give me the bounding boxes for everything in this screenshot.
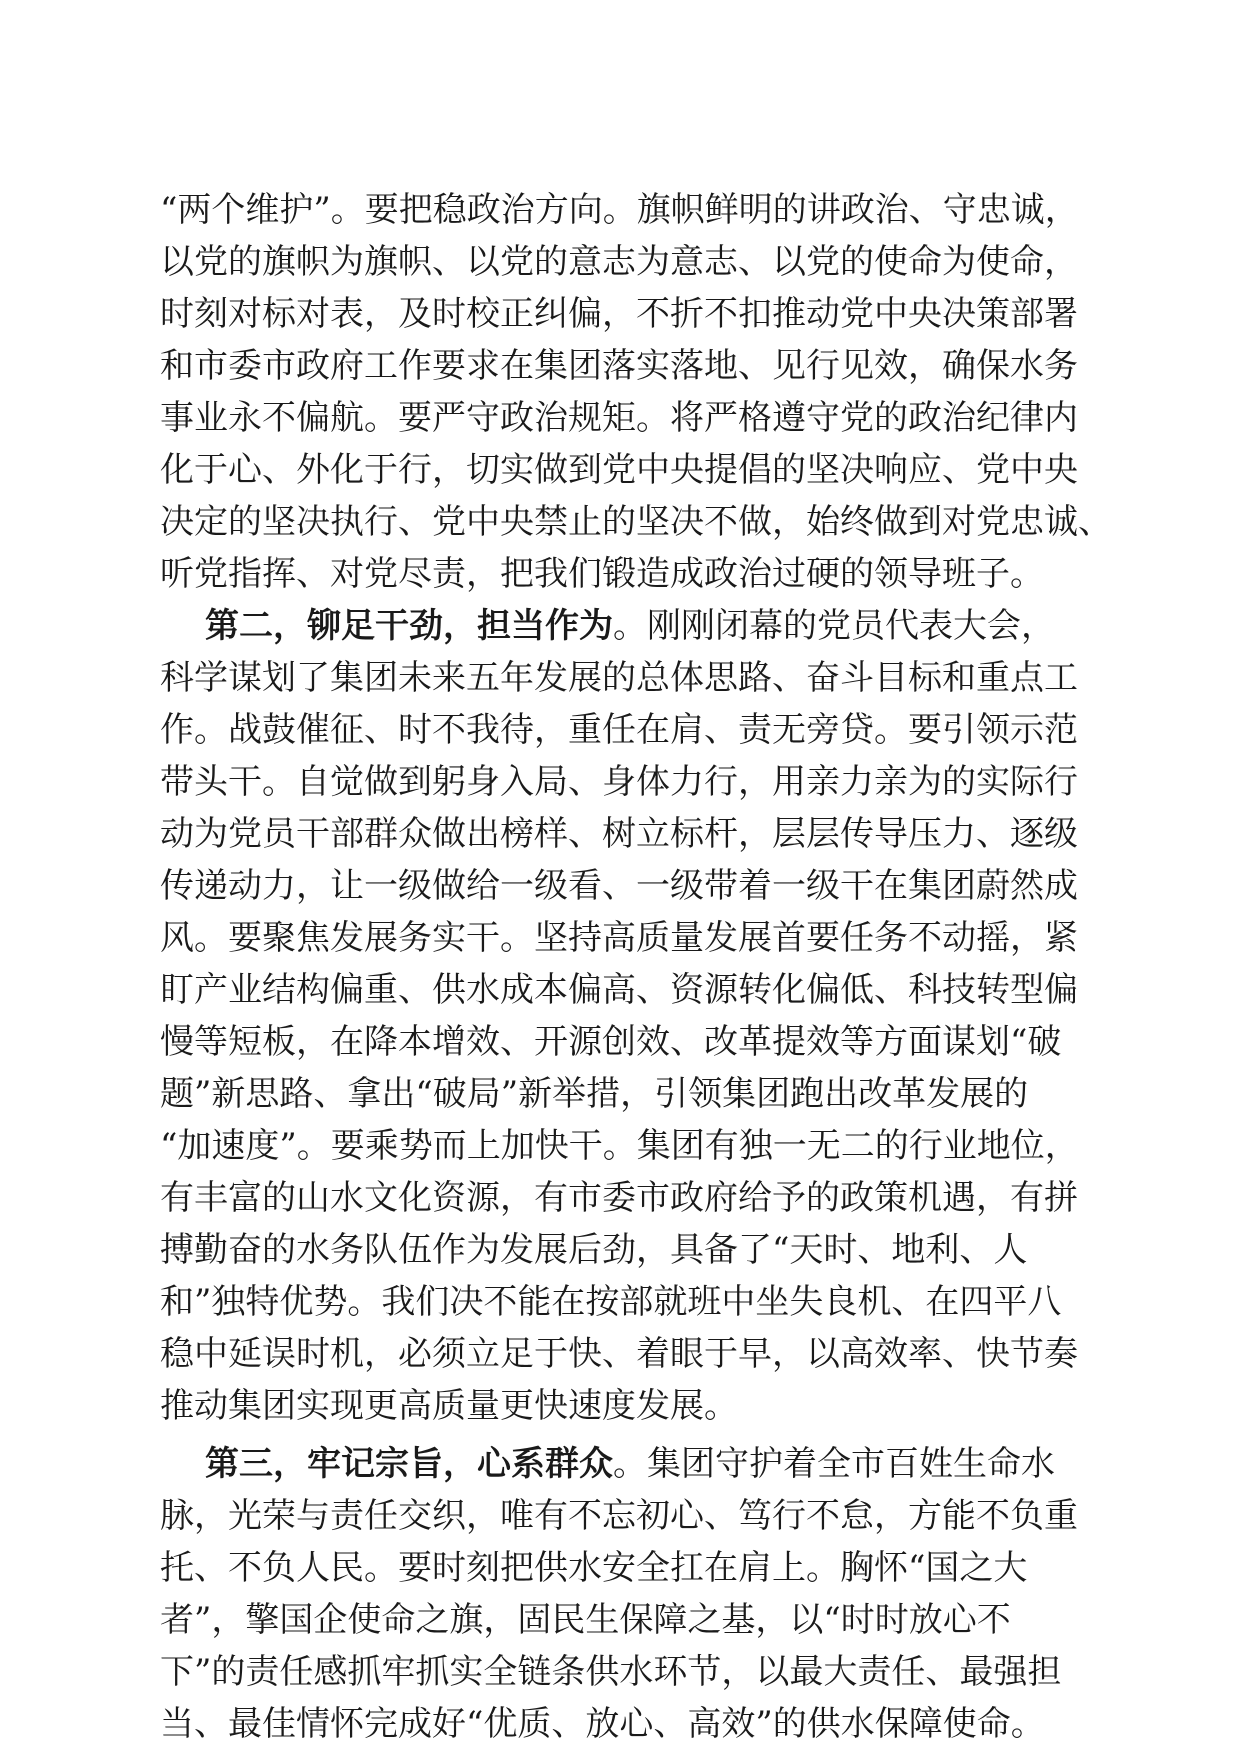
text-line: “加速度”。要乘势而上加快干。集团有独一无二的行业地位， [160, 1126, 1079, 1166]
text-line: 化于心、外化于行，切实做到党中央提倡的坚决响应、党中央 [160, 450, 1078, 490]
text-line: 下”的责任感抓牢抓实全链条供水环节，以最大责任、最强担 [160, 1652, 1062, 1692]
paragraph-heading: 第二，铆足干劲，担当作为 [205, 606, 613, 646]
text-line: 推动集团实现更高质量更快速度发展。 [160, 1386, 738, 1426]
text-line: “两个维护”。要把稳政治方向。旗帜鲜明的讲政治、守忠诚， [160, 190, 1079, 230]
text-line: 科学谋划了集团未来五年发展的总体思路、奋斗目标和重点工 [160, 658, 1078, 698]
text-line: 事业永不偏航。要严守政治规矩。将严格遵守党的政治纪律内 [160, 398, 1078, 438]
text-line: 风。要聚焦发展务实干。坚持高质量发展首要任务不动摇，紧 [160, 918, 1078, 958]
text-line: 者”，擎国企使命之旗，固民生保障之基，以“时时放心不 [160, 1600, 1011, 1640]
text-line: 决定的坚决执行、党中央禁止的坚决不做，始终做到对党忠诚、 [160, 502, 1112, 542]
text-line: 托、不负人民。要时刻把供水安全扛在肩上。胸怀“国之大 [160, 1548, 1028, 1588]
text-line: 传递动力，让一级做给一级看、一级带着一级干在集团蔚然成 [160, 866, 1078, 906]
text-line: 作。战鼓催征、时不我待，重任在肩、责无旁贷。要引领示范 [160, 710, 1078, 750]
text-line: 和”独特优势。我们决不能在按部就班中坐失良机、在四平八 [160, 1282, 1062, 1322]
text-line: 时刻对标对表，及时校正纠偏，不折不扣推动党中央决策部署 [160, 294, 1078, 334]
text-line: 盯产业结构偏重、供水成本偏高、资源转化偏低、科技转型偏 [160, 970, 1078, 1010]
paragraph-first-line [205, 1440, 1055, 1488]
paragraph-text: 。集团守护着全市百姓生命水 [613, 1444, 1055, 1484]
text-line: 搏勤奋的水务队伍作为发展后劲，具备了“天时、地利、人 [160, 1230, 1028, 1270]
text-line: 带头干。自觉做到躬身入局、身体力行，用亲力亲为的实际行 [160, 762, 1078, 802]
text-line: 和市委市政府工作要求在集团落实落地、见行见效，确保水务 [160, 346, 1078, 386]
text-line: 以党的旗帜为旗帜、以党的意志为意志、以党的使命为使命， [160, 242, 1078, 282]
text-line: 当、最佳情怀完成好“优质、放心、高效”的供水保障使命。 [160, 1704, 1045, 1744]
text-line: 有丰富的山水文化资源，有市委市政府给予的政策机遇，有拼 [160, 1178, 1078, 1218]
text-line: 慢等短板，在降本增效、开源创效、改革提效等方面谋划“破 [160, 1022, 1062, 1062]
text-line: 题”新思路、拿出“破局”新举措，引领集团跑出改革发展的 [160, 1074, 1029, 1114]
paragraph-text: 。刚刚闭幕的党员代表大会， [613, 606, 1055, 646]
paragraph-heading: 第三，牢记宗旨，心系群众 [205, 1444, 613, 1484]
text-line: 听党指挥、对党尽责，把我们锻造成政治过硬的领导班子。 [160, 554, 1044, 594]
text-line: 动为党员干部群众做出榜样、树立标杆，层层传导压力、逐级 [160, 814, 1078, 854]
paragraph-first-line [205, 602, 1055, 650]
text-line: 脉，光荣与责任交织，唯有不忘初心、笃行不怠，方能不负重 [160, 1496, 1078, 1536]
text-line: 稳中延误时机，必须立足于快、着眼于早，以高效率、快节奏 [160, 1334, 1078, 1374]
